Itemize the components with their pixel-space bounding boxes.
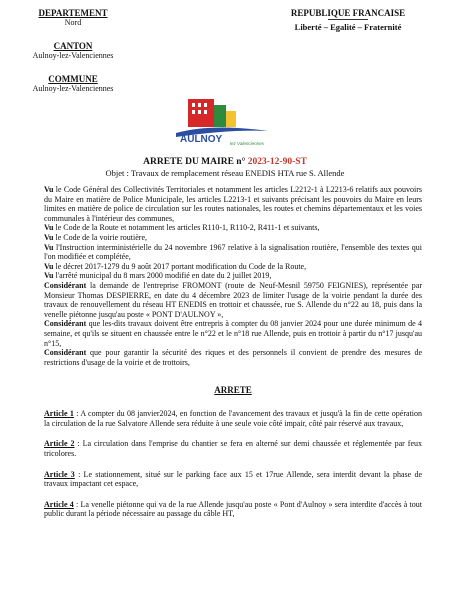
consideration-8 <box>44 319 422 348</box>
logo-subtext: lez Valenciennes <box>230 141 264 146</box>
consideration-5-lead: Vu <box>44 261 54 271</box>
title-block <box>0 157 450 178</box>
consideration-8-lead: Considérant <box>44 319 87 329</box>
republic-title: REPUBLIQUE FRANCAISE <box>290 8 406 18</box>
consideration-1-lead: Vu <box>44 185 54 194</box>
logo-green-block <box>214 105 226 127</box>
arrete-objet: Objet : Travaux de remplacement réseau ENEDIS HTA rue S. Allende <box>105 168 345 178</box>
consideration-2 <box>44 223 422 233</box>
consideration-5 <box>44 262 422 272</box>
header-left <box>18 8 188 94</box>
header-canton <box>18 41 128 61</box>
consideration-3 <box>44 233 422 243</box>
article-4-text: : La venelle piétonne qui va de la rue Allende jusqu'au poste « Pont d'Aulnoy » sera interdite d'accès à tout public durant la période nécessaire au passage du câble HT, <box>44 499 422 519</box>
consideration-2-lead: Vu <box>44 223 54 233</box>
logo-yellow-block <box>226 111 236 127</box>
consideration-8-text: que les-dits travaux doivent être entrepris à compter du 08 janvier 2024 pour une durée minimum de 4 semaine, et qu'ils se situent en chaussée entre le n°22 et le n°18 rue Allende, puis en trottoir à partir du n°17 jusqu'au n°15, <box>44 319 422 348</box>
logo-text: AULNOY <box>180 134 223 145</box>
commune-label: COMMUNE <box>48 74 98 84</box>
article-1-label: Article 1 <box>44 409 74 419</box>
consideration-2-text: le Code de la Route et notamment les articles R110-1, R110-2, R411-1 et suivants, <box>53 223 320 233</box>
consideration-6-lead: Vu <box>44 271 54 281</box>
consideration-9 <box>44 348 422 367</box>
article-4-label: Article 4 <box>44 499 74 509</box>
consideration-1 <box>44 185 422 223</box>
canton-label: CANTON <box>53 41 93 51</box>
document-body <box>44 185 422 530</box>
arrete-title-prefix: ARRETE DU MAIRE n° <box>143 157 246 167</box>
consideration-3-text: le Code de la voirie routière, <box>53 232 148 242</box>
consideration-4-lead: Vu <box>44 242 54 252</box>
republic-motto: Liberté – Egalité – Fraternité <box>294 22 402 32</box>
article-3-label: Article 3 <box>44 469 75 479</box>
consideration-6 <box>44 271 422 281</box>
consideration-4-text: l'Instruction interministérielle du 24 novembre 1967 relative à la signalisation routière, l'ensemble des textes qui l'on modifiée et complétée, <box>44 242 422 262</box>
article-1-text: : A compter du 08 janvier2024, en fonction de l'avancement des travaux et jusqu'à la fin de cette opération la circulation de la rue Salvatore Allende sera réduite à une seule voie côté impair, côté pair réservé aux travaux, <box>44 409 422 428</box>
consideration-3-lead: Vu <box>44 232 54 242</box>
article-2-text: : La circulation dans l'emprise du chantier se fera en alterné sur demi chaussée et réglementée par feux tricolores. <box>44 439 422 459</box>
departement-value: Nord <box>64 18 82 27</box>
article-1 <box>44 409 422 428</box>
decision-heading: ARRETE <box>214 385 252 396</box>
article-2 <box>44 439 422 458</box>
article-3 <box>44 470 422 489</box>
consideration-6-text: l'arrêté municipal du 8 mars 2000 modifié en date du 2 juillet 2019, <box>53 271 272 281</box>
header-departement <box>18 8 128 28</box>
arrete-number: 2023-12-90-ST <box>247 157 307 167</box>
canton-value: Aulnoy-lez-Valenciennes <box>32 51 114 60</box>
header-rule <box>328 19 368 20</box>
commune-value: Aulnoy-lez-Valenciennes <box>32 84 114 93</box>
consideration-7-lead: Considérant <box>44 280 87 290</box>
header-commune <box>18 74 128 94</box>
consideration-5-text: le décret 2017-1279 du 9 août 2017 portant modification du Code de la Route, <box>53 261 307 271</box>
article-4 <box>44 500 422 519</box>
consideration-9-text: que pour garantir la sécurité des riques et des personnels il convient de prendre des mesures de restrictions d'usage de la voirie et de trottoirs, <box>44 348 422 367</box>
consideration-7 <box>44 281 422 319</box>
consideration-7-text: la demande de l'entreprise FROMONT (route de Neuf-Mesnil 59750 FEIGNIES), représentée par Monsieur Thomas DESPIERRE, en date du 4 décembre 2023 de limiter l'usage de la voirie pendant la durée des travaux de renouvellement du réseau HT ENEDIS en trottoir et chaussée, rue S. Allende du n°22 au 18, puis dans la venelle piétonne jusqu'au poste « PONT D'AULNOY », <box>44 280 422 319</box>
consideration-9-lead: Considérant <box>44 348 87 358</box>
aulnoy-logo <box>172 95 284 147</box>
header-right <box>258 8 438 32</box>
consideration-1-text: le Code Général des Collectivités Territoriales et notamment les articles L2212-1 à L2213-6 relatifs aux pouvoirs du Maire en matière de Police Municipale, les articles L2213-1 et suivants précisant les pouvoirs du Maire en leurs limites en matière de police de circulation sur les routes nationales, les routes et chemins départementaux et les voies communales à l'intérieur des communes, <box>44 185 422 223</box>
departement-label: DEPARTEMENT <box>38 8 108 18</box>
article-2-label: Article 2 <box>44 439 75 449</box>
consideration-4 <box>44 243 422 262</box>
article-3-text: : Le stationnement, situé sur le parking face aux 15 et 17rue Allende, sera interdit devant la phase de travaux impactant cet espace, <box>44 469 422 489</box>
arrete-title <box>0 157 450 168</box>
